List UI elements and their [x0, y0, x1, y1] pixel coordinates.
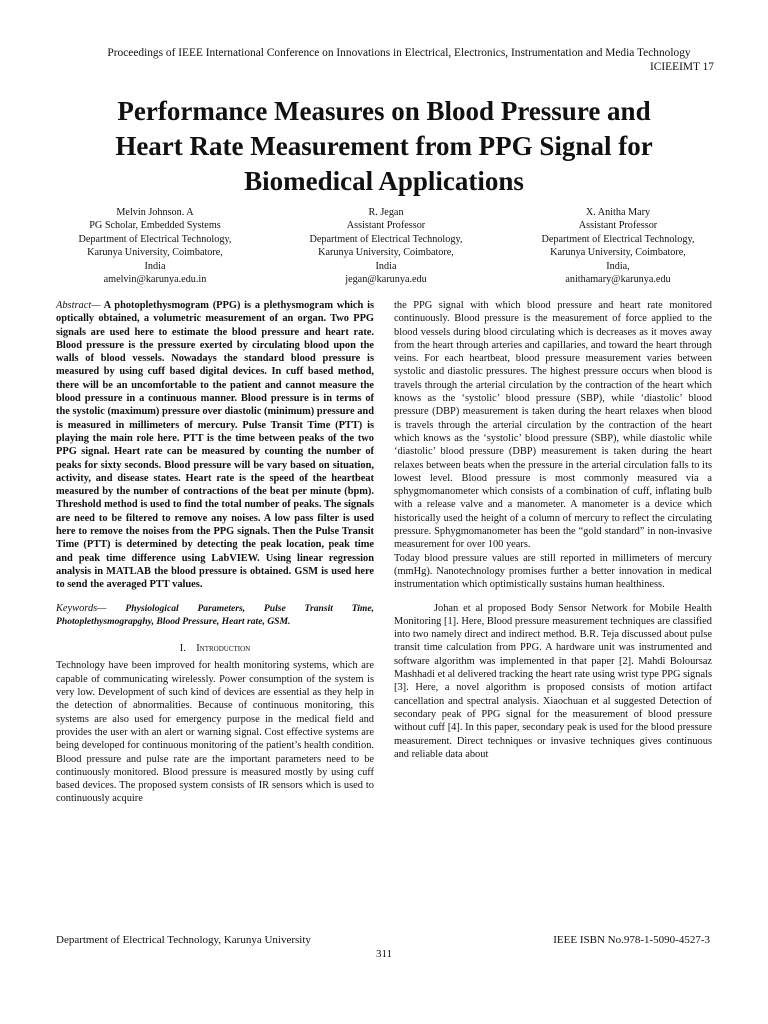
author-email: anithamary@karunya.edu	[565, 274, 671, 286]
body-paragraph-3: Johan et al proposed Body Sensor Network for Mobile Health Monitoring [1]. Here, Blood pressure measurement techniques are classified into two namely direct and indirect method. B.R. Teja discussed about pulse transit time calculation from PPG. A hardware unit was instrumented and software algorithm was implemented in that paper [2]. Mahdi Boloursaz Mashhadi et al delivered tracking the heart rate using wrist type PPG signals [3]. Here, a novel algorithm is proposed consists of motion artifact cancellation and spectral analysis. Xiaochuan et al suggested Detection of secondary peak of PPG signal for the measurement of blood pressure without cuff [4]. In this paper, secondary peak is used for the blood pressure measurement. Direct techniques or invasive techniques gives continuous and reliable data about	[394, 602, 712, 760]
author-name: X. Anitha Mary	[585, 207, 651, 218]
right-column	[394, 299, 712, 761]
title-line-1: Performance Measures on Blood Pressure and	[117, 96, 651, 126]
abstract-text: A photoplethysmogram (PPG) is a plethysmogram which is optically obtained, a volumetric measurement of an organ. Two PPG signals are used here to estimate the blood pressure and heart rate. Blood pressure is the pressure exerted by circulating blood upon the walls of blood vessels. Nowadays the standard blood pressure is measured by using cuff based digital devices. In cuff based method, there will be an uncomfortable to the patient and cannot measure the blood pressure in a continuous manner. Blood pressure is in terms of the systolic (maximum) pressure over diastolic (minimum) pressure and is measured in millimeters of mercury. Pulse Transit Time (PTT) is playing the main role here. PTT is the time between peaks of the two PPG signal. Heart rate can be measured by counting the number of peaks for sixty seconds. Blood pressure will be vary based on situation, activity, and disease states. Heart rate is the speed of the heartbeat measured by the number of contractions of the beat per minute (bpm). Threshold method is used to find the total number of peaks. The signals are need to be filtered to remove any noises. A low pass filter is used here to remove the noises from the PPG signals. Then the Pulse Transit Time (PTT) is determined by detecting the peak location, peak time and peak time difference using LabVIEW. Using linear regression analysis in MATLAB the blood pressure is obtained. GSM is used here to send the averaged PTT values.	[56, 300, 374, 591]
author-dept: Department of Electrical Technology,	[309, 233, 463, 245]
author-univ: Karunya University, Coimbatore,	[87, 247, 223, 259]
body-paragraph-1: the PPG signal with which blood pressure and heart rate monitored continuously. Blood pressure is the measurement of force applied to the blood vessels during blood circulating which is decreases as it moves away from the heart through arteries and capillaries, and toward the heart through veins. For each heartbeat, blood pressure measurement varies between systolic and diastolic pressures. The highest pressure occurs when blood is travels through the arterial circulation by the contraction of the heart which knows as the ‘systolic’ blood pressure (SBP), while ‘diastolic’ blood pressure (DBP) measurement is taken during the heart relaxes when blood is travels through the arterial circulation by the contraction of the heart which knows as the ‘systolic’ blood pressure (SBP), while diastolic while ‘diastolic’ blood pressure (DBP) measurement is taken during the heart relaxes between beats when the pressure in the arterial circulation falls to its lowest level. Blood pressure is most commonly measured via a sphygmomanometer which consists of a combination of cuff, inflating bulb with a release valve and a manometer. A manometer is a device which historically used the height of a column of mercury to reflect the circulating pressure. Sphygmomanometer has been the “gold standard” in non-invasive measurement for over 100 years.	[394, 300, 712, 551]
author-dept: Department of Electrical Technology,	[78, 233, 232, 245]
keywords-text: Physiological Parameters, Pulse Transit Time, Photoplethysmograpghy, Blood Pressure, Heart rate, GSM.	[56, 602, 374, 627]
conference-header: Proceedings of IEEE International Conference on Innovations in Electrical, Electronics, Instrumentation and Media Technology	[107, 47, 691, 59]
author-block-1	[40, 206, 270, 286]
author-email: jegan@karunya.edu	[345, 274, 427, 286]
author-country: India	[144, 260, 166, 272]
author-block-3	[503, 206, 733, 286]
author-role: PG Scholar, Embedded Systems	[89, 220, 221, 232]
author-email: amelvin@karunya.edu.in	[103, 274, 207, 286]
author-role: Assistant Professor	[346, 220, 426, 232]
author-name: R. Jegan	[368, 207, 404, 218]
footer-isbn: IEEE ISBN No.978-1-5090-4527-3	[553, 934, 710, 946]
left-column	[56, 299, 374, 806]
section-title: Introduction	[196, 643, 251, 655]
title-line-2: Heart Rate Measurement from PPG Signal for	[115, 131, 653, 161]
section-heading-introduction	[56, 642, 374, 655]
author-univ: Karunya University, Coimbatore,	[550, 247, 686, 259]
conference-code: ICIEEIMT 17	[649, 61, 714, 73]
author-country: India,	[606, 260, 630, 272]
abstract-label: Abstract—	[56, 300, 101, 311]
section-number: I.	[179, 643, 186, 655]
author-role: Assistant Professor	[578, 220, 658, 232]
footer-department: Department of Electrical Technology, Karunya University	[56, 934, 311, 946]
author-name: Melvin Johnson. A	[116, 207, 194, 218]
page-number: 311	[375, 948, 393, 960]
keywords-label: Keywords—	[56, 602, 107, 614]
title-line-3: Biomedical Applications	[244, 166, 524, 196]
abstract	[56, 299, 374, 592]
paper-title	[30, 94, 738, 199]
author-univ: Karunya University, Coimbatore,	[318, 247, 454, 259]
author-block-2	[271, 206, 501, 286]
keywords	[56, 602, 374, 629]
author-country: India	[375, 260, 397, 272]
author-dept: Department of Electrical Technology,	[541, 233, 695, 245]
body-paragraph-2: Today blood pressure values are still reported in millimeters of mercury (mmHg). Nanotechnology promises further a better innovation in medical instrumentation which optimistically sustains human healthiness.	[394, 552, 712, 591]
intro-paragraph: Technology have been improved for health monitoring systems, which are capable of communicating wirelessly. Power consumption of the system is very low. Development of such kind of devices are essential as they help in the detection of abnormalities. Because of continuous monitoring, this systems are also used for emergency purpose in the medical field and provides the user with an alert or warning signal. Cost effective systems are being developed for continuous monitoring of the patient’s health condition. Blood pressure and pulse rate are the important parameters need to be continuously monitored. Blood pressure is measured mostly by using cuff based devices. The proposed system consists of IR sensors which is used to continuously acquire	[56, 660, 374, 805]
